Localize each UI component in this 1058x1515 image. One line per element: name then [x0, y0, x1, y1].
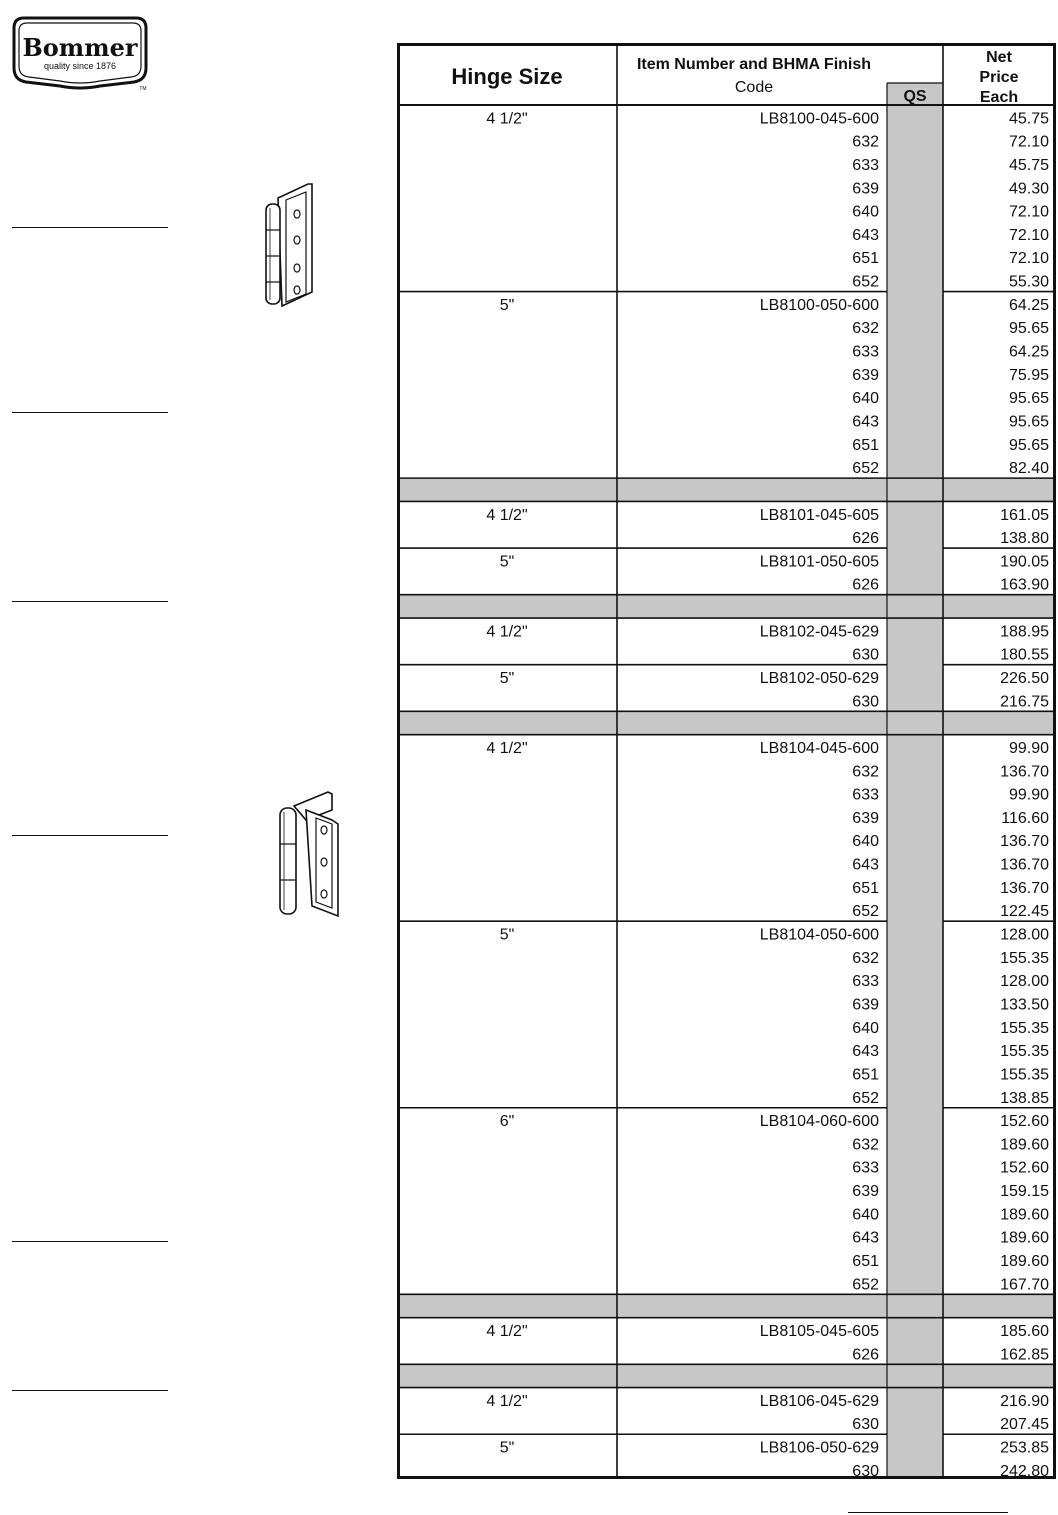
- item-number-cell: LB8102-050-629: [759, 670, 879, 687]
- hinge-size-cell: 4 1/2": [486, 623, 528, 641]
- net-price-cell: 95.65: [1008, 320, 1049, 338]
- net-price-cell: 72.10: [1008, 226, 1049, 244]
- net-price-cell: 49.30: [1008, 180, 1049, 198]
- item-number-cell: 652: [852, 1089, 879, 1107]
- net-price-cell: 161.05: [1000, 506, 1049, 524]
- item-number-cell: 651: [852, 1066, 879, 1084]
- item-number-cell: LB8106-045-629: [759, 1392, 879, 1410]
- net-price-cell: 159.15: [1000, 1183, 1049, 1201]
- item-number-cell: 632: [852, 949, 879, 967]
- net-price-cell: 45.75: [1008, 156, 1049, 174]
- net-price-cell: 75.95: [1008, 366, 1049, 384]
- header-qs: QS: [903, 88, 927, 105]
- item-number-cell: 639: [852, 809, 879, 827]
- item-number-cell: 643: [852, 226, 879, 244]
- net-price-cell: 167.70: [1000, 1276, 1049, 1294]
- net-price-cell: 155.35: [1000, 1066, 1049, 1084]
- item-number-cell: 626: [852, 576, 879, 594]
- hinge-size-cell: 4 1/2": [486, 506, 528, 524]
- hinge-size-cell: 5": [499, 296, 515, 314]
- item-number-cell: 632: [852, 1136, 879, 1154]
- item-number-cell: 630: [852, 693, 879, 711]
- item-number-cell: 632: [852, 763, 879, 781]
- item-number-cell: 643: [852, 413, 879, 431]
- net-price-cell: 95.65: [1008, 390, 1049, 408]
- net-price-cell: 216.90: [1000, 1392, 1049, 1410]
- net-price-cell: 190.05: [1000, 553, 1049, 571]
- hinge-size-cell: 5": [499, 926, 515, 944]
- net-price-cell: 136.70: [1000, 833, 1049, 851]
- net-price-cell: 207.45: [1000, 1416, 1049, 1434]
- item-number-cell: 640: [852, 833, 879, 851]
- net-price-cell: 99.90: [1008, 786, 1049, 804]
- net-price-cell: 122.45: [1000, 903, 1049, 921]
- item-number-cell: LB8104-050-600: [759, 926, 879, 944]
- item-number-cell: 651: [852, 879, 879, 897]
- item-number-cell: LB8105-045-605: [759, 1322, 879, 1340]
- item-number-cell: 640: [852, 203, 879, 221]
- header-net: Net: [986, 49, 1012, 66]
- hinge-illustration-icon: [272, 790, 342, 925]
- net-price-cell: 189.60: [1000, 1253, 1049, 1270]
- margin-rule: [12, 412, 168, 413]
- item-number-cell: LB8104-045-600: [759, 739, 879, 757]
- item-number-cell: 632: [852, 320, 879, 338]
- hinge-size-cell: 4 1/2": [486, 1392, 528, 1410]
- item-number-cell: 652: [852, 460, 879, 478]
- item-number-cell: LB8106-050-629: [759, 1439, 879, 1457]
- margin-rule: [12, 1390, 168, 1391]
- margin-rule: [12, 1241, 168, 1242]
- item-number-cell: 630: [852, 646, 879, 664]
- net-price-cell: 189.60: [1000, 1229, 1049, 1247]
- header-price: Price: [979, 69, 1019, 86]
- header-item-line1: Item Number and BHMA Finish: [636, 56, 872, 73]
- item-number-cell: 652: [852, 273, 879, 291]
- item-number-cell: LB8100-050-600: [759, 296, 879, 314]
- net-price-cell: 136.70: [1000, 879, 1049, 897]
- net-price-cell: 189.60: [1000, 1206, 1049, 1224]
- item-number-cell: 633: [852, 786, 879, 804]
- hinge-size-cell: 4 1/2": [486, 739, 528, 757]
- item-number-cell: LB8104-060-600: [759, 1113, 879, 1131]
- item-number-cell: 643: [852, 1043, 879, 1061]
- item-number-cell: 633: [852, 1159, 879, 1177]
- margin-rule: [12, 227, 168, 228]
- item-number-cell: 651: [852, 436, 879, 454]
- item-number-cell: 639: [852, 180, 879, 198]
- table-border: [399, 45, 1055, 1478]
- net-price-cell: 155.35: [1000, 949, 1049, 967]
- hinge-size-cell: 5": [499, 670, 515, 687]
- group-separator: [397, 1364, 1056, 1387]
- net-price-cell: 155.35: [1000, 1043, 1049, 1061]
- item-number-cell: 639: [852, 1183, 879, 1201]
- net-price-cell: 136.70: [1000, 856, 1049, 874]
- hinge-size-cell: 5": [499, 1439, 515, 1457]
- net-price-cell: 128.00: [1000, 973, 1049, 991]
- net-price-cell: 55.30: [1008, 273, 1049, 291]
- item-number-cell: 632: [852, 133, 879, 151]
- margin-rule: [12, 835, 168, 836]
- hinge-illustration-icon: [258, 182, 320, 315]
- net-price-cell: 72.10: [1008, 203, 1049, 221]
- item-number-cell: LB8102-045-629: [759, 623, 879, 641]
- net-price-cell: 133.50: [1000, 996, 1049, 1014]
- item-number-cell: 643: [852, 856, 879, 874]
- item-number-cell: 640: [852, 390, 879, 408]
- logo-tm: TM: [139, 86, 147, 92]
- hinge-size-cell: 4 1/2": [486, 1322, 528, 1340]
- group-separator: [397, 478, 1056, 501]
- net-price-cell: 163.90: [1000, 576, 1049, 594]
- net-price-cell: 189.60: [1000, 1136, 1049, 1154]
- net-price-cell: 128.00: [1000, 926, 1049, 944]
- hinge-size-cell: 4 1/2": [486, 110, 528, 128]
- header-item-line2: Code: [734, 79, 774, 96]
- hinge-size-cell: 5": [499, 553, 515, 571]
- bommer-logo: [10, 14, 150, 99]
- item-number-cell: 651: [852, 1253, 879, 1270]
- group-separator: [397, 711, 1056, 734]
- net-price-cell: 64.25: [1008, 343, 1049, 361]
- net-price-cell: 253.85: [1000, 1439, 1049, 1457]
- net-price-cell: 72.10: [1008, 133, 1049, 151]
- item-number-cell: LB8101-050-605: [759, 553, 879, 571]
- net-price-cell: 226.50: [1000, 670, 1049, 687]
- net-price-cell: 138.85: [1000, 1089, 1049, 1107]
- net-price-cell: 136.70: [1000, 763, 1049, 781]
- net-price-cell: 116.60: [1001, 809, 1049, 827]
- item-number-cell: 639: [852, 996, 879, 1014]
- net-price-cell: 180.55: [1000, 646, 1049, 664]
- net-price-cell: 216.75: [1000, 693, 1049, 711]
- net-price-cell: 162.85: [1000, 1346, 1049, 1364]
- net-price-cell: 95.65: [1008, 436, 1049, 454]
- logo-brand: Bommer: [22, 33, 138, 62]
- item-number-cell: LB8101-045-605: [759, 506, 879, 524]
- header-each: Each: [979, 89, 1019, 106]
- group-separator: [397, 595, 1056, 618]
- price-table: [397, 43, 1056, 1479]
- net-price-cell: 82.40: [1008, 460, 1049, 478]
- item-number-cell: 652: [852, 903, 879, 921]
- net-price-cell: 99.90: [1008, 739, 1049, 757]
- net-price-cell: 64.25: [1008, 296, 1049, 314]
- header-hinge-size: Hinge Size: [451, 64, 563, 89]
- item-number-cell: 630: [852, 1416, 879, 1434]
- item-number-cell: 633: [852, 343, 879, 361]
- item-number-cell: 640: [852, 1206, 879, 1224]
- net-price-cell: 152.60: [1000, 1113, 1049, 1131]
- footer-rule: [848, 1512, 1008, 1513]
- margin-rule: [12, 601, 168, 602]
- net-price-cell: 185.60: [1000, 1322, 1049, 1340]
- item-number-cell: 633: [852, 973, 879, 991]
- item-number-cell: 626: [852, 1346, 879, 1364]
- item-number-cell: 652: [852, 1276, 879, 1294]
- net-price-cell: 242.80: [1000, 1462, 1049, 1479]
- logo-tagline: quality since 1876: [43, 61, 117, 71]
- item-number-cell: 651: [852, 250, 879, 268]
- item-number-cell: 626: [852, 530, 879, 548]
- net-price-cell: 155.35: [1000, 1019, 1049, 1037]
- net-price-cell: 188.95: [1000, 623, 1049, 641]
- item-number-cell: 639: [852, 366, 879, 384]
- net-price-cell: 152.60: [1000, 1159, 1049, 1177]
- net-price-cell: 45.75: [1008, 110, 1049, 128]
- net-price-cell: 95.65: [1008, 413, 1049, 431]
- item-number-cell: 640: [852, 1019, 879, 1037]
- net-price-cell: 72.10: [1008, 250, 1049, 268]
- qs-column-shade: [887, 83, 943, 1479]
- hinge-size-cell: 6": [499, 1113, 515, 1131]
- group-separator: [397, 1294, 1056, 1317]
- item-number-cell: LB8100-045-600: [759, 110, 879, 128]
- item-number-cell: 643: [852, 1229, 879, 1247]
- net-price-cell: 138.80: [1000, 530, 1049, 548]
- item-number-cell: 633: [852, 156, 879, 174]
- item-number-cell: 630: [852, 1462, 879, 1479]
